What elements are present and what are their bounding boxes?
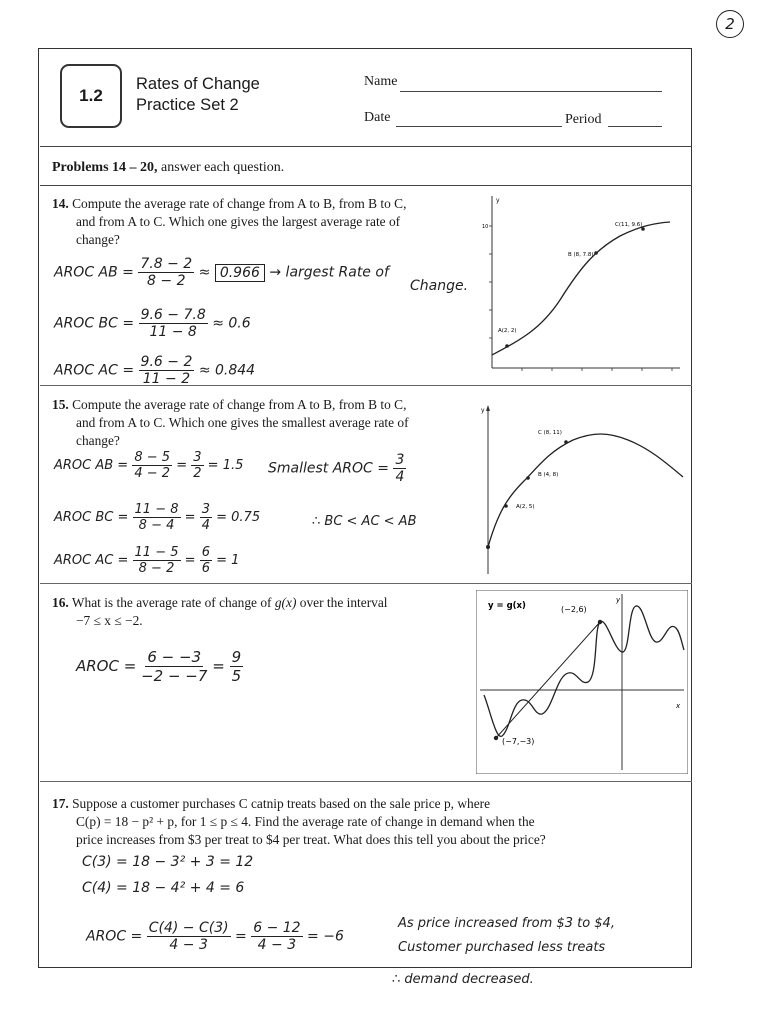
q14-label-a: A(2, 2): [498, 328, 517, 334]
q17-number: 17.: [52, 796, 69, 811]
q16-work-label: AROC =: [76, 657, 137, 675]
q14-work-ac: [54, 354, 255, 387]
q15-y-arrow: [486, 405, 490, 411]
q17-note-1: As price increased from $3 to $4,: [398, 916, 615, 931]
instructions-divider: [40, 185, 692, 186]
q17-fraction-2: $\frac{6 - 12}{4 - 3}$: [253, 920, 301, 953]
q15-ac-eq: =: [184, 553, 196, 568]
q17-note-3: ∴ demand decreased.: [392, 972, 534, 987]
q16-line1-post: over the interval: [296, 595, 388, 610]
q14-work-ab: [54, 256, 389, 289]
q15-point-b: [526, 476, 530, 480]
name-label: Name: [364, 74, 398, 89]
q16-curve: [484, 606, 684, 736]
q17-aroc-label: AROC =: [86, 928, 143, 945]
q15-work-ab: [54, 450, 243, 481]
q15-ac-fraction-2: $\frac{6}{6}$: [201, 545, 210, 576]
q15-y-axis-label: y: [481, 407, 485, 414]
q15-line1: Compute the average rate of change from A to B, from B to C,: [72, 397, 407, 412]
q16-secant-line: [496, 622, 600, 738]
q16-point-top: [598, 620, 602, 624]
q17-line2: C(p) = 18 − p² + p, for 1 ≤ p ≤ 4. Find the average rate of change in demand when the: [76, 814, 535, 829]
q16-fraction-2: $\frac{9}{5}$: [231, 648, 242, 685]
q14-line2: and from A to C. Which one gives the largest average rate of: [76, 214, 401, 229]
q15-ab-fraction: $\frac{8 - 5}{4 - 2}$: [134, 450, 171, 481]
q14-line1: Compute the average rate of change from A to B, from B to C,: [72, 196, 407, 211]
q15-bc-eq: =: [184, 510, 196, 525]
q14-ac-result: ≈ 0.844: [198, 362, 256, 379]
worksheet-title: [136, 74, 260, 116]
q15-graph: [478, 402, 688, 582]
instructions: [52, 160, 284, 176]
q15-bc-label: AROC BC =: [54, 510, 129, 525]
q15-curve: [488, 434, 683, 547]
name-field[interactable]: [400, 91, 662, 92]
question-14: [52, 195, 472, 249]
title-line-2: Practice Set 2: [136, 96, 239, 114]
q15-number: 15.: [52, 397, 69, 412]
date-label: Date: [364, 110, 391, 125]
q15-ab-eq: =: [176, 458, 188, 473]
q17-aroc: [86, 920, 344, 953]
period-label: Period: [565, 112, 602, 127]
q16-function-label: y = g(x): [488, 601, 526, 611]
q15-label-b: B (4, 8): [538, 472, 559, 478]
q14-curve: [492, 222, 670, 355]
q14-bc-label: AROC BC =: [54, 315, 135, 332]
q16-divider: [40, 781, 692, 782]
q16-number: 16.: [52, 595, 69, 610]
q15-bc-result: = 0.75: [216, 510, 261, 525]
period-field[interactable]: [608, 126, 662, 127]
question-17: [52, 795, 672, 849]
q14-point-a: [505, 344, 509, 348]
q14-bc-result: ≈ 0.6: [212, 315, 251, 332]
q14-ac-fraction: $\frac{9.6 - 2}{11 - 2}$: [140, 354, 193, 387]
q17-result: = −6: [307, 928, 344, 945]
q15-ac-result: = 1: [216, 553, 240, 568]
q14-label-c: C(11, 9.6): [615, 222, 643, 228]
q16-fraction: $\frac{6 - -3}{-2 - -7}$: [141, 648, 208, 685]
q16-label-bottom: (−7,−3): [502, 737, 535, 746]
q17-line1: Suppose a customer purchases C catnip treats based on the sale price p, where: [72, 796, 491, 811]
q14-ab-label: AROC AB =: [54, 264, 134, 281]
q14-y-axis-label: y: [496, 197, 500, 204]
q15-smallest: [268, 452, 406, 485]
q15-label-a: A(2, 5): [516, 504, 535, 510]
instructions-text: answer each question.: [161, 160, 285, 175]
q15-divider: [40, 583, 692, 584]
q15-bc-fraction: $\frac{11 - 8}{8 - 4}$: [134, 502, 179, 533]
q14-ab-fraction: $\frac{7.8 - 2}{8 - 2}$: [140, 256, 193, 289]
q15-order: ∴ BC < AC < AB: [312, 514, 417, 529]
q14-ab-note-2: Change.: [410, 278, 469, 294]
q14-y-tick-label: 10: [482, 224, 489, 230]
q16-graph: [476, 590, 688, 774]
q16-point-bottom: [494, 736, 498, 740]
q14-divider: [40, 385, 692, 386]
q15-work-ac: [54, 545, 239, 576]
q14-bc-fraction: $\frac{9.6 - 7.8}{11 - 8}$: [140, 307, 206, 340]
q16-graph-frame: [476, 590, 688, 774]
q17-line3: price increases from $3 per treat to $4 per treat. What does this tell you about the price?: [76, 832, 546, 847]
q14-label-b: B (8, 7.8): [568, 252, 594, 258]
q16-line2: −7 ≤ x ≤ −2.: [76, 613, 143, 628]
q14-point-b: [594, 251, 598, 255]
q15-line2: and from A to C. Which one gives the smallest average rate of: [76, 415, 409, 430]
q16-eq: =: [212, 657, 225, 675]
instructions-bold: Problems 14 – 20,: [52, 160, 158, 175]
q14-line3: change?: [76, 232, 120, 247]
q14-work-bc: [54, 307, 251, 340]
q16-function: g(x): [274, 595, 297, 610]
q17-c3: C(3) = 18 − 3² + 3 = 12: [82, 854, 254, 870]
question-16: [52, 594, 462, 630]
q16-line1-pre: What is the average rate of change of: [71, 595, 275, 610]
question-15: [52, 396, 472, 450]
title-line-1: Rates of Change: [136, 75, 260, 93]
q15-start-point: [486, 545, 490, 549]
q14-ab-approx: ≈: [198, 264, 211, 281]
q15-ab-fraction-2: $\frac{3}{2}$: [193, 450, 202, 481]
q15-point-c: [564, 440, 568, 444]
q15-ac-label: AROC AC =: [54, 553, 129, 568]
q17-note-2: Customer purchased less treats: [398, 940, 606, 955]
q14-ab-result: 0.966: [215, 264, 265, 282]
q15-point-a: [504, 504, 508, 508]
q15-smallest-label: Smallest AROC =: [268, 460, 390, 477]
q15-ab-label: AROC AB =: [54, 458, 129, 473]
q14-ac-label: AROC AC =: [54, 362, 135, 379]
q15-work-bc: [54, 502, 260, 533]
q15-ab-result: = 1.5: [207, 458, 244, 473]
q16-y-axis-label: y: [616, 596, 621, 604]
q17-fraction-1: $\frac{C(4) - C(3)}{4 - 3}$: [148, 920, 229, 953]
q14-number: 14.: [52, 196, 69, 211]
q16-work: [76, 648, 243, 685]
q15-label-c: C (8, 11): [538, 430, 562, 436]
q14-ticks: [489, 226, 672, 371]
q15-line3: change?: [76, 433, 120, 448]
q15-smallest-fraction: $\frac{3}{4}$: [395, 452, 405, 485]
q17-eq: =: [235, 928, 247, 945]
page-number: 2: [716, 10, 744, 38]
q14-ab-note: → largest Rate of: [269, 264, 389, 281]
date-field[interactable]: [396, 126, 562, 127]
header-divider: [40, 146, 692, 147]
q17-c4: C(4) = 18 − 4² + 4 = 6: [82, 880, 245, 896]
q14-graph: [480, 190, 685, 380]
q15-ac-fraction: $\frac{11 - 5}{8 - 2}$: [134, 545, 179, 576]
lesson-badge: 1.2: [60, 64, 122, 128]
q16-x-axis-label: x: [676, 702, 681, 710]
q16-label-top: (−2,6): [561, 605, 587, 614]
q15-bc-fraction-2: $\frac{3}{4}$: [201, 502, 210, 533]
